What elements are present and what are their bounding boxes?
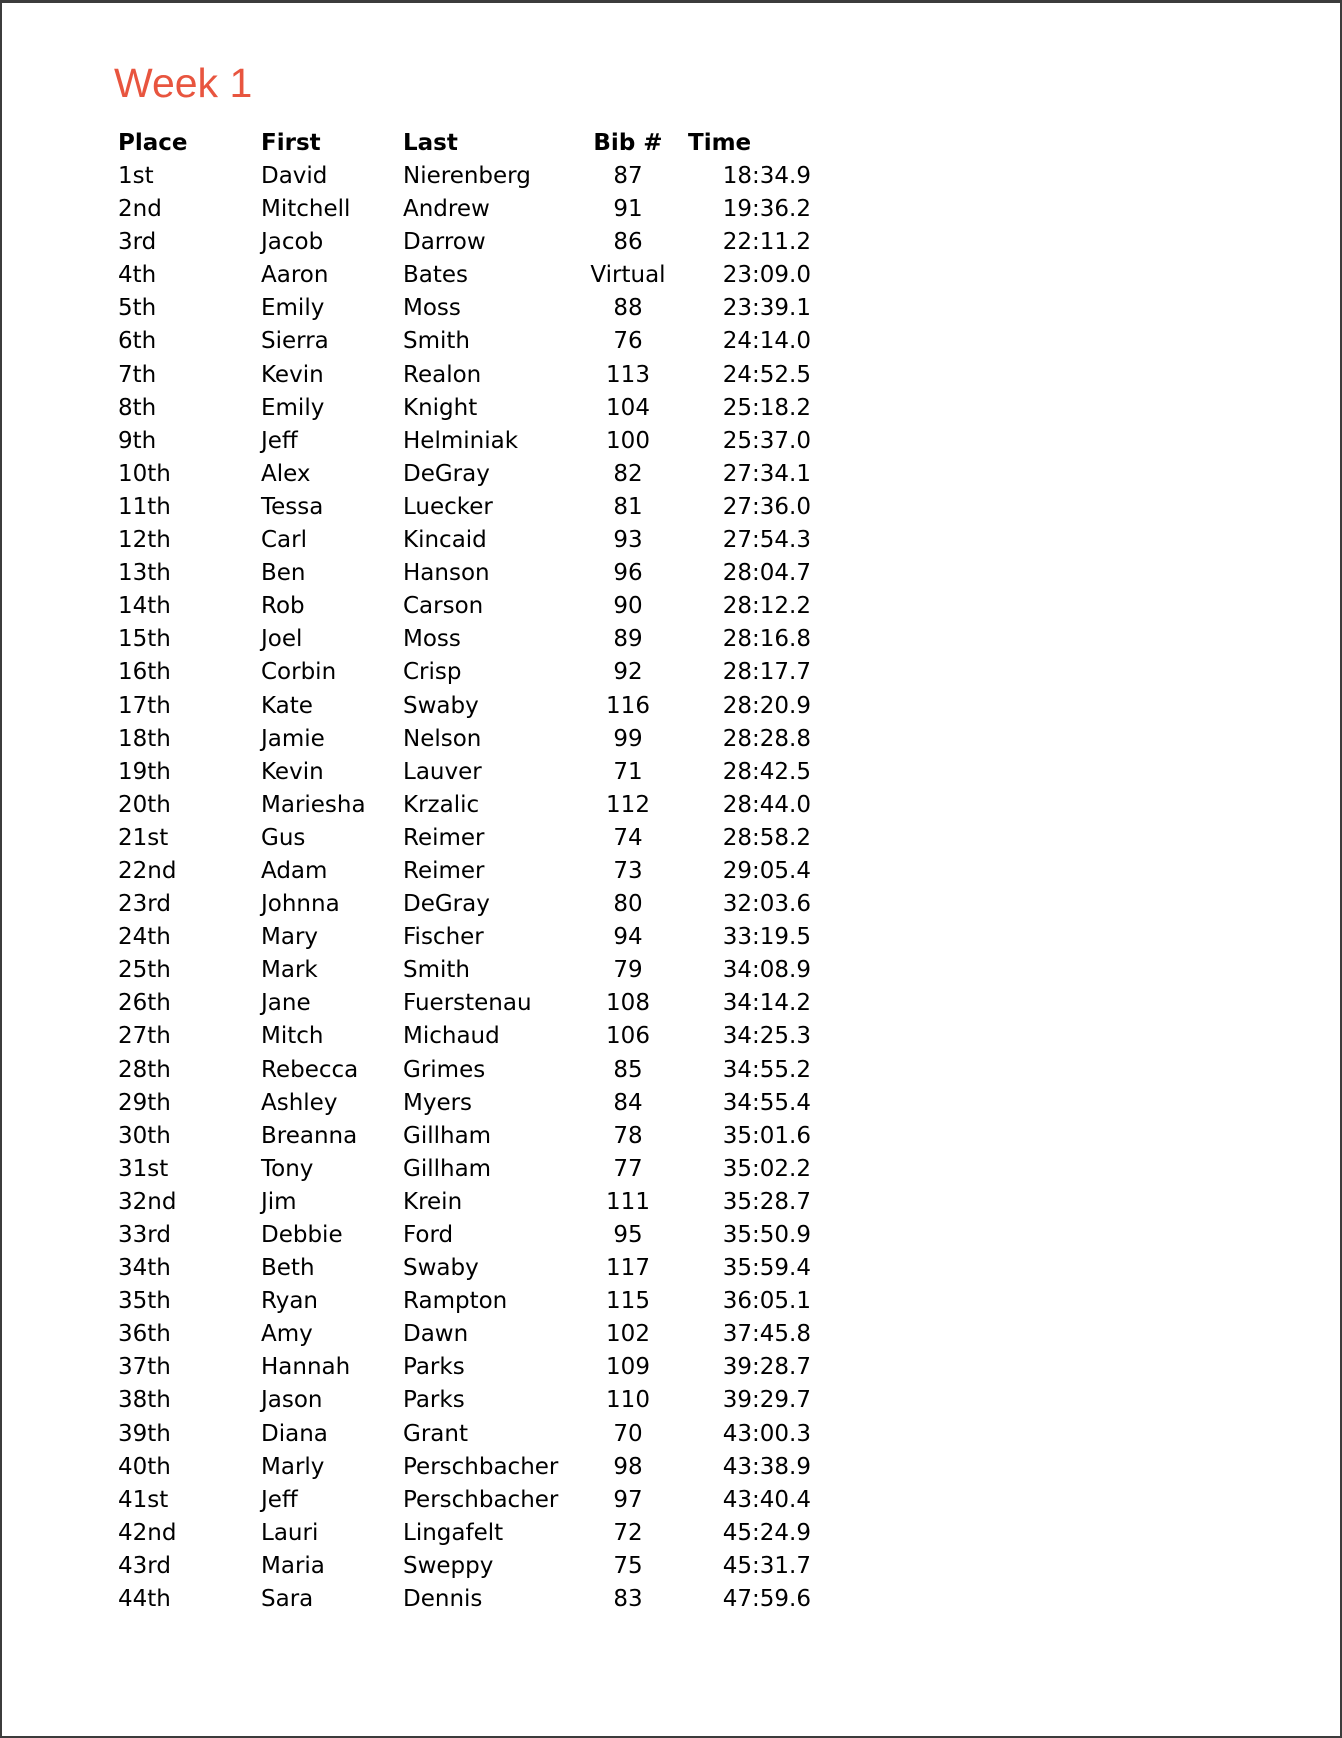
cell-first: Kevin [261,361,324,388]
cell-time: 28:12.2 [722,593,811,620]
table-row [118,1484,811,1517]
cell-last: Nelson [403,725,482,752]
cell-time: 35:59.4 [722,1255,811,1282]
cell-bib: 77 [613,1155,643,1182]
cell-place: 36th [118,1321,171,1348]
cell-bib: 71 [613,758,643,785]
cell-bib: 113 [606,361,650,388]
cell-time: 37:45.8 [722,1321,811,1348]
table-row [118,855,811,888]
cell-place: 21st [118,824,169,851]
cell-time: 39:29.7 [722,1387,811,1414]
cell-bib: 83 [613,1586,643,1613]
cell-bib: 108 [606,990,650,1017]
cell-first: Rebecca [261,1056,359,1083]
cell-first: Hannah [261,1354,351,1381]
cell-last: Fischer [403,924,484,951]
cell-place: 22nd [118,857,177,884]
table-row [118,690,811,723]
cell-time: 34:55.2 [722,1056,811,1083]
table-row [118,292,811,325]
cell-last: Moss [403,626,461,653]
cell-place: 26th [118,990,171,1017]
cell-bib: 96 [613,560,643,587]
cell-bib: 111 [606,1188,650,1215]
cell-bib: 75 [613,1552,643,1579]
cell-place: 20th [118,791,171,818]
cell-place: 11th [118,493,171,520]
cell-bib: 76 [613,328,643,355]
cell-time: 39:28.7 [722,1354,811,1381]
cell-time: 43:00.3 [722,1420,811,1447]
cell-bib: 82 [613,460,643,487]
cell-first: Jeff [261,427,298,454]
cell-place: 42nd [118,1519,177,1546]
cell-last: Smith [403,328,470,355]
cell-last: Andrew [403,196,490,223]
cell-first: Jamie [261,725,325,752]
table-row [118,1186,811,1219]
table-row [118,789,811,822]
cell-time: 28:28.8 [722,725,811,752]
cell-place: 31st [118,1155,169,1182]
table-row [118,259,811,292]
cell-time: 19:36.2 [722,196,811,223]
page-title: Week 1 [114,60,253,106]
cell-time: 28:16.8 [722,626,811,653]
cell-place: 40th [118,1453,171,1480]
cell-place: 7th [118,361,157,388]
cell-place: 5th [118,295,157,322]
table-row [118,1550,811,1583]
cell-last: DeGray [403,460,490,487]
cell-bib: 116 [606,692,650,719]
table-row [118,1318,811,1351]
cell-time: 24:14.0 [722,328,811,355]
cell-place: 2nd [118,196,162,223]
cell-last: Lingafelt [403,1519,504,1546]
cell-first: Mitchell [261,196,351,223]
table-row [118,1020,811,1053]
table-row [118,1054,811,1087]
cell-first: Sierra [261,328,329,355]
cell-time: 28:58.2 [722,824,811,851]
cell-bib: 70 [613,1420,643,1447]
cell-last: Krein [403,1188,463,1215]
cell-time: 34:55.4 [722,1089,811,1116]
cell-time: 23:39.1 [722,295,811,322]
cell-time: 27:36.0 [722,493,811,520]
cell-place: 14th [118,593,171,620]
table-row [118,491,811,524]
table-row [118,425,811,458]
table-row [118,723,811,756]
cell-place: 3rd [118,229,157,256]
cell-bib: 86 [613,229,643,256]
table-row [118,226,811,259]
cell-time: 35:01.6 [722,1122,811,1149]
table-row [118,1583,811,1616]
cell-time: 28:17.7 [722,659,811,686]
cell-time: 45:31.7 [722,1552,811,1579]
cell-last: Ford [403,1222,454,1248]
cell-first: Alex [261,460,311,487]
table-row [118,1351,811,1384]
cell-last: Grimes [403,1056,486,1083]
cell-time: 43:40.4 [722,1486,811,1513]
cell-place: 6th [118,328,157,355]
cell-last: Dawn [403,1321,469,1348]
cell-first: Kate [261,692,313,719]
cell-last: Krzalic [403,791,480,818]
cell-bib: 74 [613,824,643,851]
cell-last: Crisp [403,659,462,686]
cell-bib: 79 [613,957,643,984]
cell-last: Smith [403,957,470,984]
cell-first: Lauri [261,1519,319,1546]
cell-place: 15th [118,626,171,653]
cell-time: 43:38.9 [722,1453,811,1480]
cell-last: Hanson [403,560,490,587]
cell-bib: 93 [613,527,643,554]
cell-last: Helminiak [403,427,519,454]
cell-bib: Virtual [590,262,666,289]
cell-time: 28:42.5 [722,758,811,785]
cell-first: Debbie [261,1222,343,1248]
cell-time: 35:02.2 [722,1155,811,1182]
results-table [118,127,811,1616]
cell-bib: 73 [613,857,643,884]
cell-last: Gillham [403,1155,492,1182]
cell-bib: 87 [613,163,643,189]
table-row [118,1418,811,1451]
cell-first: Carl [261,527,307,554]
cell-first: Tony [261,1155,314,1182]
table-row [118,325,811,358]
cell-time: 18:34.9 [722,163,811,189]
table-row [118,987,811,1020]
cell-place: 8th [118,394,157,421]
cell-bib: 102 [606,1321,650,1348]
cell-last: Parks [403,1387,465,1414]
cell-last: Lauver [403,758,482,785]
table-row [118,557,811,590]
cell-place: 10th [118,460,171,487]
cell-first: Beth [261,1255,315,1282]
cell-first: Ashley [261,1089,338,1116]
table-row [118,623,811,656]
cell-last: Nierenberg [403,163,531,189]
cell-time: 28:04.7 [722,560,811,587]
table-row [118,756,811,789]
table-row [118,954,811,987]
cell-last: Carson [403,593,484,620]
cell-last: Darrow [403,229,486,256]
cell-bib: 84 [613,1089,643,1116]
cell-time: 35:50.9 [722,1222,811,1248]
cell-first: Gus [261,824,306,851]
cell-time: 22:11.2 [722,229,811,256]
cell-bib: 90 [613,593,643,620]
cell-place: 41st [118,1486,169,1513]
cell-time: 28:20.9 [722,692,811,719]
cell-first: Adam [261,857,328,884]
cell-bib: 106 [606,1023,650,1050]
table-row [118,590,811,623]
table-row [118,359,811,392]
cell-place: 29th [118,1089,171,1116]
cell-first: Jason [261,1387,323,1414]
cell-last: Bates [403,262,469,289]
cell-first: Emily [261,295,325,322]
cell-first: Mary [261,924,319,951]
table-header-row [118,127,798,160]
table-row [118,921,811,954]
table-row [118,656,811,689]
cell-first: Ryan [261,1288,319,1315]
cell-first: Mark [261,957,318,984]
cell-place: 17th [118,692,171,719]
cell-bib: 85 [613,1056,643,1083]
cell-place: 32nd [118,1188,177,1215]
cell-time: 34:25.3 [722,1023,811,1050]
cell-place: 34th [118,1255,171,1282]
cell-place: 1st [118,163,154,189]
cell-first: Sara [261,1586,314,1613]
cell-first: Breanna [261,1122,358,1149]
cell-time: 34:08.9 [722,957,811,984]
table-row [118,160,811,193]
column-header-time: Time [688,130,752,156]
cell-place: 24th [118,924,171,951]
cell-last: Moss [403,295,461,322]
cell-place: 13th [118,560,171,587]
cell-time: 23:09.0 [722,262,811,289]
cell-time: 36:05.1 [722,1288,811,1315]
column-header-first: First [261,130,321,156]
cell-first: Jane [261,990,311,1017]
cell-time: 33:19.5 [722,924,811,951]
cell-first: Emily [261,394,325,421]
cell-first: Maria [261,1552,325,1579]
cell-time: 29:05.4 [722,857,811,884]
cell-bib: 89 [613,626,643,653]
cell-last: Dennis [403,1586,483,1613]
column-header-place: Place [118,130,188,156]
cell-first: Aaron [261,262,329,289]
table-row [118,1219,811,1252]
table-row [118,1451,811,1484]
cell-last: Luecker [403,493,493,520]
cell-bib: 88 [613,295,643,322]
cell-last: Michaud [403,1023,500,1050]
table-row [118,1285,811,1318]
cell-bib: 115 [606,1288,650,1315]
cell-bib: 94 [613,924,643,951]
column-header-bib: Bib # [593,130,663,156]
cell-first: Mitch [261,1023,324,1050]
cell-time: 45:24.9 [722,1519,811,1546]
cell-first: Jim [261,1188,297,1215]
cell-last: Reimer [403,824,485,851]
cell-first: Johnna [261,891,340,918]
cell-bib: 81 [613,493,643,520]
cell-bib: 80 [613,891,643,918]
table-row [118,458,811,491]
cell-time: 28:44.0 [722,791,811,818]
cell-last: Gillham [403,1122,492,1149]
cell-bib: 110 [606,1387,650,1414]
cell-first: Rob [261,593,305,620]
cell-first: Diana [261,1420,328,1447]
cell-last: Perschbacher [403,1486,559,1513]
cell-bib: 91 [613,196,643,223]
cell-bib: 104 [606,394,650,421]
cell-place: 39th [118,1420,171,1447]
cell-bib: 95 [613,1222,643,1248]
cell-place: 4th [118,262,157,289]
table-row [118,1087,811,1120]
cell-last: Swaby [403,692,479,719]
cell-place: 23rd [118,891,171,918]
table-row [118,392,811,425]
table-row [118,888,811,921]
cell-place: 28th [118,1056,171,1083]
cell-bib: 112 [606,791,650,818]
cell-place: 18th [118,725,171,752]
cell-last: Perschbacher [403,1453,559,1480]
cell-time: 27:34.1 [722,460,811,487]
cell-time: 25:18.2 [722,394,811,421]
cell-last: Reimer [403,857,485,884]
cell-last: Knight [403,394,478,421]
cell-place: 27th [118,1023,171,1050]
cell-place: 44th [118,1586,171,1613]
cell-place: 38th [118,1387,171,1414]
cell-place: 19th [118,758,171,785]
cell-time: 25:37.0 [722,427,811,454]
cell-place: 16th [118,659,171,686]
cell-first: Corbin [261,659,337,686]
cell-first: David [261,163,328,189]
table-row [118,1153,811,1186]
table-row [118,1120,811,1153]
cell-time: 34:14.2 [722,990,811,1017]
cell-last: Sweppy [403,1552,494,1579]
table-row [118,822,811,855]
cell-bib: 92 [613,659,643,686]
cell-bib: 99 [613,725,643,752]
cell-place: 12th [118,527,171,554]
cell-last: Rampton [403,1288,508,1315]
cell-place: 9th [118,427,157,454]
cell-time: 32:03.6 [722,891,811,918]
cell-bib: 109 [606,1354,650,1381]
cell-first: Tessa [261,493,324,520]
table-row [118,1384,811,1417]
cell-first: Marly [261,1453,325,1480]
table-body [118,160,811,1616]
table-row [118,524,811,557]
table-row [118,1252,811,1285]
cell-time: 35:28.7 [722,1188,811,1215]
cell-time: 27:54.3 [722,527,811,554]
cell-place: 25th [118,957,171,984]
cell-place: 43rd [118,1552,171,1579]
cell-bib: 72 [613,1519,643,1546]
cell-bib: 100 [606,427,650,454]
cell-last: DeGray [403,891,490,918]
cell-last: Parks [403,1354,465,1381]
cell-first: Kevin [261,758,324,785]
cell-last: Kincaid [403,527,487,554]
cell-time: 24:52.5 [722,361,811,388]
cell-bib: 98 [613,1453,643,1480]
table-row [118,193,811,226]
cell-first: Amy [261,1321,313,1348]
cell-last: Myers [403,1089,473,1116]
cell-last: Realon [403,361,482,388]
cell-place: 37th [118,1354,171,1381]
cell-time: 47:59.6 [722,1586,811,1613]
table-row [118,1517,811,1550]
cell-first: Jacob [261,229,324,256]
cell-last: Grant [403,1420,468,1447]
cell-first: Joel [261,626,303,653]
cell-first: Jeff [261,1486,298,1513]
cell-first: Ben [261,560,306,587]
column-header-last: Last [403,130,458,156]
cell-place: 30th [118,1122,171,1149]
cell-place: 33rd [118,1222,171,1248]
cell-place: 35th [118,1288,171,1315]
cell-first: Mariesha [261,791,366,818]
cell-bib: 78 [613,1122,643,1149]
cell-bib: 97 [613,1486,643,1513]
cell-bib: 117 [606,1255,650,1282]
cell-last: Swaby [403,1255,479,1282]
cell-last: Fuerstenau [403,990,532,1017]
